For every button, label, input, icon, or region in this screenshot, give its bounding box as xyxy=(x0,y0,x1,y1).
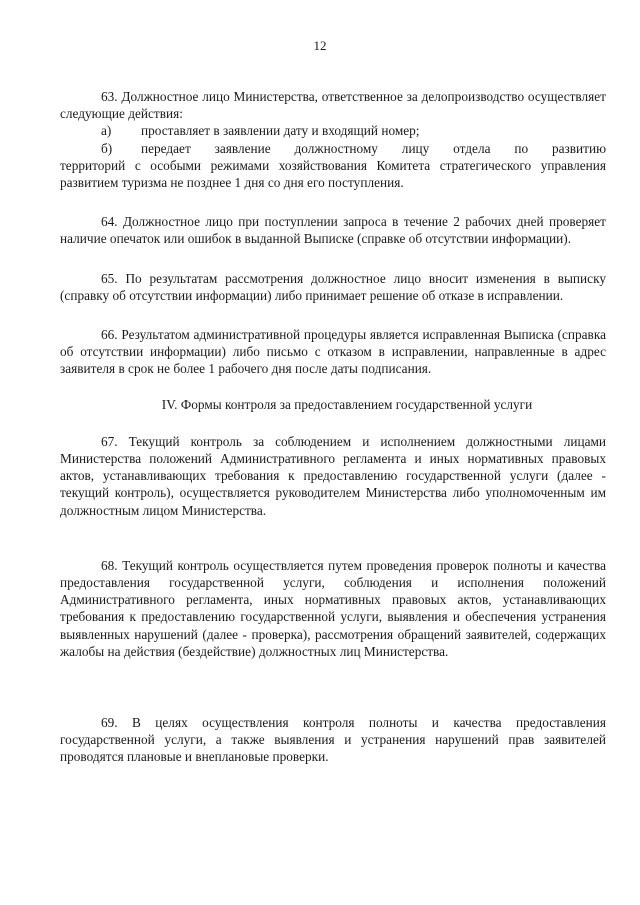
list-marker-a: а) xyxy=(101,123,112,139)
paragraph-66: 66. Результатом административной процедуры является исправленная Выписка (справка об отсутствии информации) либо письмо с отказом в исправлении, направленные в адрес заявителя в срок не более 1 рабочего дня после даты подписания. xyxy=(60,327,606,377)
paragraph-68: 68. Текущий контроль осуществляется путем проведения проверок полноты и качества предоставления государственной услуги, соблюдения и исполнения положений Административного регламента, иных нормативных правовых актов, устанавливающих требования к предоставлению государственной услуги, выявления и обеспечения устранения выявленных нарушений (далее - проверка), рассмотрения обращений заявителей, содержащих жалобы на действия (бездействие) должностных лиц Министерства. xyxy=(60,557,606,659)
list-item-a xyxy=(60,122,606,139)
list-item-b-first-line: передает заявление должностному лицу отдела по развитию xyxy=(141,140,606,156)
list-marker-b: б) xyxy=(101,140,113,156)
document-body xyxy=(60,88,606,766)
paragraph-64: 64. Должностное лицо при поступлении запроса в течение 2 рабочих дней проверяет наличие опечаток или ошибок в выданной Выписке (справке об отсутствии информации). xyxy=(60,214,606,247)
paragraph-67: 67. Текущий контроль за соблюдением и исполнением должностными лицами Министерства положений Административного регламента и иных нормативных правовых актов, устанавливающих требования к предоставлению государственной услуги (далее - текущий контроль), осуществляется руководителем Министерства либо уполномоченным им должностным лицом Министерства. xyxy=(60,433,606,518)
section-title: IV. Формы контроля за предоставлением государственной услуги xyxy=(161,396,533,412)
page-number: 12 xyxy=(313,38,327,53)
paragraph-69: 69. В целях осуществления контроля полноты и качества предоставления государственной услуги, а также выявления и устранения нарушений прав заявителей проводятся плановые и внеплановые проверки. xyxy=(60,715,606,765)
paragraph-63: 63. Должностное лицо Министерства, ответственное за делопроизводство осуществляет следующие действия: xyxy=(60,89,606,122)
list-item-a-text: проставляет в заявлении дату и входящий номер; xyxy=(141,123,420,139)
list-item-b-continuation: территорий с особыми режимами хозяйствования Комитета стратегического управления развитием туризма не позднее 1 дня со дня его поступления. xyxy=(60,157,606,191)
list-item-b xyxy=(60,140,606,192)
paragraph-65: 65. По результатам рассмотрения должностное лицо вносит изменения в выписку (справку об отсутствии информации) либо принимает решение об отказе в исправлении. xyxy=(60,270,606,303)
